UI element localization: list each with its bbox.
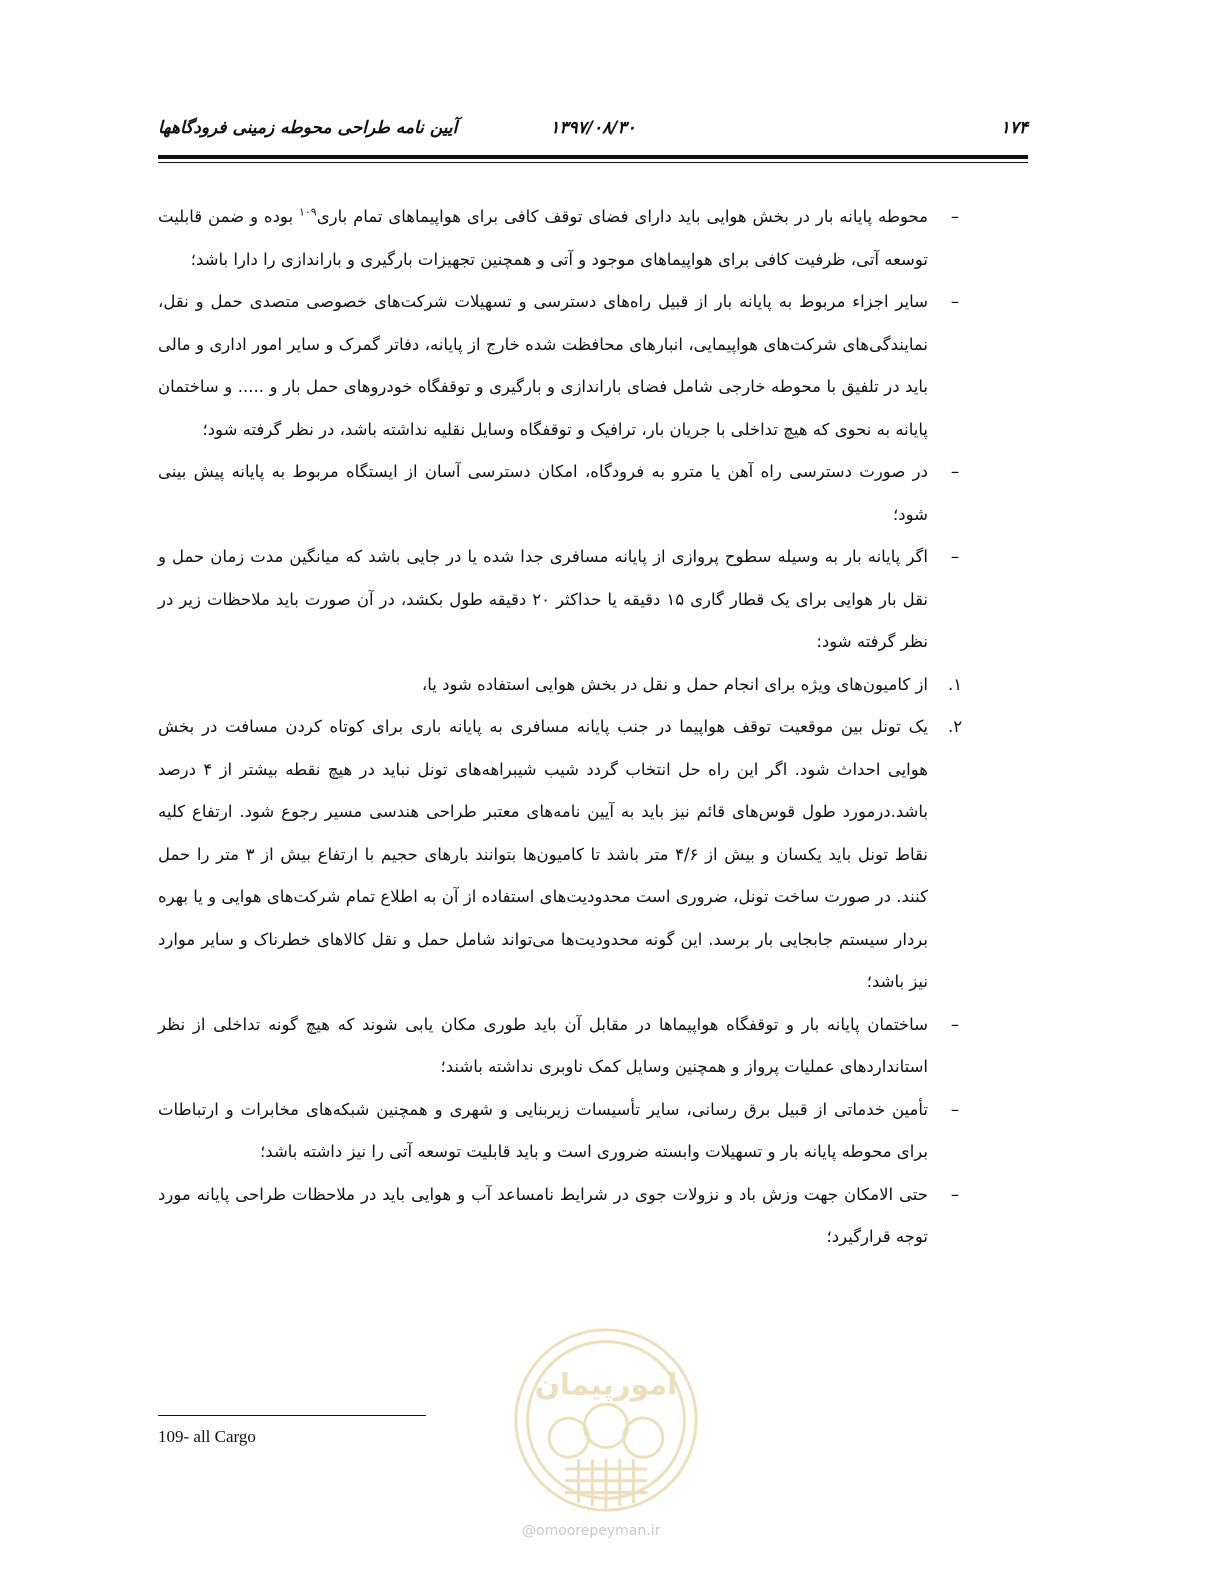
list-marker: –	[950, 1099, 960, 1119]
list-marker: –	[950, 547, 960, 566]
header-date: ۱۳۹۷/۰۸/۳۰	[550, 118, 636, 138]
list-marker: –	[950, 1184, 960, 1204]
list-number: ۱.	[947, 674, 963, 694]
list-marker: –	[950, 1014, 960, 1034]
list-marker: –	[950, 292, 960, 311]
list-item	[158, 196, 970, 281]
watermark-logo	[508, 1322, 704, 1518]
list-item	[158, 1004, 970, 1089]
paragraph-text: یک تونل بین موقعیت توقف هواپیما در جنب پایانه مسافری به پایانه باری برای کوتاه کردن مسافت در بخش هوایی احداث شود. اگر این راه حل انتخاب گردد شیب شیبراهه‌های تونل نباید در هیچ نقطه بیشتر از ۴ درصد باشد.درمورد طول قوس‌های قائم نیز باید به آیین نامه‌های معتبر طراحی هندسی مسیر رجوع شود. ارتفاع کلیه نقاط تونل باید یکسان و بیش از ۴/۶ متر باشد تا کامیون‌ها بتوانند بارهای حجیم با ارتفاع بیش از ۳ متر را حمل کنند. در صورت ساخت تونل، ضروری است محدودیت‌های استفاده از آن به اطلاع تمام شرکت‌های هوایی و یا بهره بردار سیستم جابجایی بار برسد. این گونه محدودیت‌ها می‌تواند شامل حمل و نقل کالاهای خطرناک و سایر موارد نیز باشد؛	[158, 717, 928, 991]
list-number: ۲.	[947, 717, 963, 736]
watermark-logo-text: امورپیمان	[534, 1367, 678, 1402]
page-number: ۱۷۴	[1000, 118, 1028, 138]
paragraph-text: حتی الامکان جهت وزش باد و نزولات جوی در شرایط نامساعد آب و هوایی باید در ملاحظات طراحی پایانه مورد توجه قرارگیرد؛	[158, 1184, 928, 1246]
numbered-item	[158, 706, 970, 1004]
paragraph-text: محوطه پایانه بار در بخش هوایی باید دارای فضای توقف کافی برای هواپیماهای تمام باری	[316, 207, 928, 226]
document-title: آیین نامه طراحی محوطه زمینی فرودگاهها	[158, 118, 458, 138]
paragraph-text: اگر پایانه بار به وسیله سطوح پروازی از پایانه مسافری جدا شده یا در جایی باشد که میانگین مدت زمان حمل و نقل بار هوایی برای یک قطار گاری ۱۵ دقیقه یا حداکثر ۲۰ دقیقه طول بکشد، در آن صورت باید ملاحظات زیر در نظر گرفته شود:	[158, 547, 929, 651]
watermark-site: @omoorepeyman.ir	[522, 1523, 661, 1539]
paragraph-text: در صورت دسترسی راه آهن یا مترو به فرودگاه، امکان دسترسی آسان از ایستگاه مربوط به پایانه پیش بینی شود؛	[158, 462, 928, 524]
paragraph-text: بوده و ضمن قابلیت توسعه آتی، ظرفیت کافی برای هواپیماهای موجود و آتی و همچنین تجهیزات بارگیری و باراندازی را دارا باشد؛	[158, 207, 928, 269]
list-item	[158, 281, 970, 451]
paragraph-text: ساختمان پایانه بار و توقفگاه هواپیماها در مقابل آن باید طوری مکان یابی شوند که هیچ گونه تداخلی از نظر استانداردهای عملیات پرواز و همچنین وسایل کمک ناوبری نداشته باشند؛	[158, 1014, 928, 1076]
paragraph-text: از کامیون‌های ویژه برای انجام حمل و نقل در بخش هوایی استفاده شود یا،	[421, 674, 928, 694]
footnote: 109- all Cargo	[158, 1427, 256, 1446]
footnote-reference: ۱۰۹	[298, 205, 317, 219]
header-rule-thick	[158, 155, 1028, 159]
body-text	[158, 196, 970, 1259]
list-marker: –	[950, 462, 960, 481]
list-item	[158, 1174, 970, 1259]
list-item	[158, 536, 970, 664]
list-marker: –	[950, 207, 960, 226]
header-rule-thin	[158, 162, 1028, 163]
paragraph-text: تأمین خدماتی از قبیل برق رسانی، سایر تأسیسات زیربنایی و شهری و همچنین شبکه‌های مخابرات و ارتباطات برای محوطه پایانه بار و تسهیلات وابسته ضروری است و باید قابلیت توسعه آتی را نیز داشته باشد؛	[158, 1099, 928, 1161]
list-item	[158, 1089, 970, 1174]
numbered-item	[158, 664, 970, 707]
paragraph-text: سایر اجزاء مربوط به پایانه بار از قبیل راه‌های دسترسی و تسهیلات شرکت‌های خصوصی متصدی حمل و نقل، نمایندگی‌های شرکت‌های هواپیمایی، انبارهای محافظت شده خارج از پایانه، دفاتر گمرک و سایر امور اداری و مالی باید در تلفیق با محوطه خارجی شامل فضای باراندازی و بارگیری و توقفگاه خودروهای حمل بار و ..... و ساختمان پایانه به نحوی که هیچ تداخلی با جریان بار، ترافیک و توقفگاه وسایل نقلیه نداشته باشد، در نظر گرفته شود؛	[158, 292, 928, 439]
running-header	[158, 118, 1028, 148]
footnote-rule	[158, 1415, 426, 1416]
list-item	[158, 451, 970, 536]
paragraph	[158, 196, 928, 281]
